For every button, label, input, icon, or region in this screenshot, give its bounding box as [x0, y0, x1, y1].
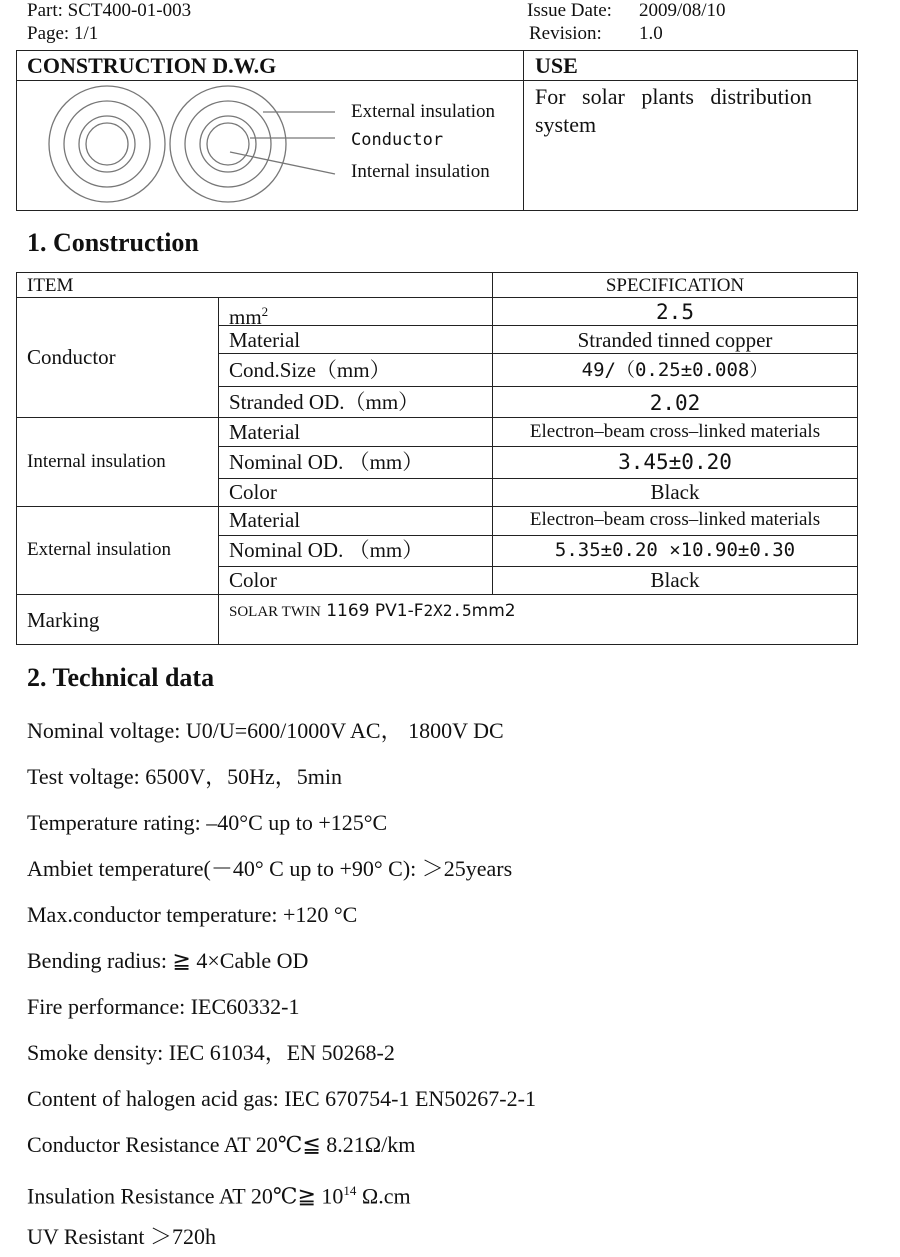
grid-line — [16, 506, 858, 507]
issue-date-label: Issue Date: — [527, 0, 612, 21]
construction-title: CONSTRUCTION D.W.G — [27, 53, 277, 78]
tech-line-smoke-density: Smoke density: IEC 61034，EN 50268-2 — [27, 1040, 395, 1065]
grid-line — [16, 417, 858, 418]
tech-line-temperature-rating: Temperature rating: –40°C up to +125°C — [27, 810, 388, 835]
group-external-insulation-label: External insulation — [27, 539, 172, 560]
row-name: Nominal OD. （mm） — [229, 538, 424, 562]
grid-line — [16, 594, 858, 595]
revision-label: Revision: — [529, 23, 602, 44]
page-number: Page: 1/1 — [27, 23, 99, 44]
grid-line — [218, 566, 858, 567]
tech-line-uv-resistant: UV Resistant ＞720h — [27, 1224, 217, 1249]
grid-line — [218, 535, 858, 536]
spec-header: SPECIFICATION — [605, 275, 745, 296]
label-conductor: Conductor — [351, 130, 444, 150]
group-internal-insulation-label: Internal insulation — [27, 451, 166, 472]
marking-value: SOLAR TWIN 1169 PV1-F2X2.5mm2 — [229, 601, 516, 621]
section-1-title: 1. Construction — [27, 228, 199, 257]
issue-date-value: 2009/08/10 — [639, 0, 726, 21]
row-value: 3.45±0.20 — [618, 450, 732, 474]
row-name: Color — [229, 480, 277, 504]
row-value: 2.5 — [656, 300, 694, 324]
tech-line-insulation-resistance: Insulation Resistance AT 20℃≧ $10^{14}$ Ω.cm — [27, 1183, 411, 1209]
tech-line-test-voltage: Test voltage: 6500V，50Hz，5min — [27, 764, 342, 789]
row-value: 5.35±0.20 ×10.90±0.30 — [554, 539, 796, 561]
cable-cross-section-diagram — [30, 82, 350, 208]
row-name: Stranded OD.（mm） — [229, 390, 420, 414]
row-name: Material — [229, 508, 301, 532]
grid-line — [218, 353, 858, 354]
row-value: Black — [650, 568, 700, 592]
table-divider — [523, 50, 524, 211]
row-value: Stranded tinned copper — [577, 328, 773, 352]
part-number: Part: SCT400-01-003 — [27, 0, 192, 21]
row-value: 49/（0.25±0.008） — [581, 359, 769, 381]
row-name: Color — [229, 568, 277, 592]
label-external-insulation: External insulation — [351, 101, 496, 122]
tech-line-fire-performance: Fire performance: IEC60332-1 — [27, 994, 300, 1019]
group-conductor-label: Conductor — [27, 345, 116, 369]
tech-line-bending-radius: Bending radius: ≧ 4×Cable OD — [27, 948, 309, 973]
row-name: Material — [229, 328, 301, 352]
row-value: 2.02 — [649, 391, 701, 415]
item-header: ITEM — [27, 275, 74, 296]
row-name: Cond.Size（mm） — [229, 358, 391, 382]
use-text-2: system — [535, 112, 597, 137]
revision-value: 1.0 — [639, 23, 663, 44]
use-title: USE — [535, 53, 578, 78]
section-2-title: 2. Technical data — [27, 663, 215, 692]
grid-line — [218, 478, 858, 479]
label-internal-insulation: Internal insulation — [351, 161, 490, 182]
tech-line-conductor-resistance: Conductor Resistance AT 20℃≦ 8.21Ω/km — [27, 1132, 416, 1157]
grid-line — [492, 272, 493, 594]
marking-label: Marking — [27, 608, 100, 632]
tech-line-max-conductor-temperature: Max.conductor temperature: +120 °C — [27, 902, 358, 927]
grid-line — [218, 386, 858, 387]
tech-line-nominal-voltage: Nominal voltage: U0/U=600/1000V AC， 1800V DC — [27, 718, 504, 743]
grid-line — [218, 446, 858, 447]
row-name: $mm^2$ — [229, 304, 269, 329]
tech-line-halogen-acid-gas: Content of halogen acid gas: IEC 670754-1 EN50267-2-1 — [27, 1086, 536, 1111]
tech-line-ambient-temperature: Ambiet temperature(－40° C up to +90° C): ＞25years — [27, 856, 513, 881]
grid-line — [218, 325, 858, 326]
row-value: Electron–beam cross–linked materials — [529, 421, 821, 442]
grid-line — [218, 297, 219, 645]
row-name: Nominal OD. （mm） — [229, 450, 424, 474]
row-name: Material — [229, 420, 301, 444]
row-value: Black — [650, 480, 700, 504]
row-value: Electron–beam cross–linked materials — [529, 509, 821, 530]
use-text: For solar plants distribution — [535, 84, 812, 109]
table-divider — [16, 80, 858, 81]
